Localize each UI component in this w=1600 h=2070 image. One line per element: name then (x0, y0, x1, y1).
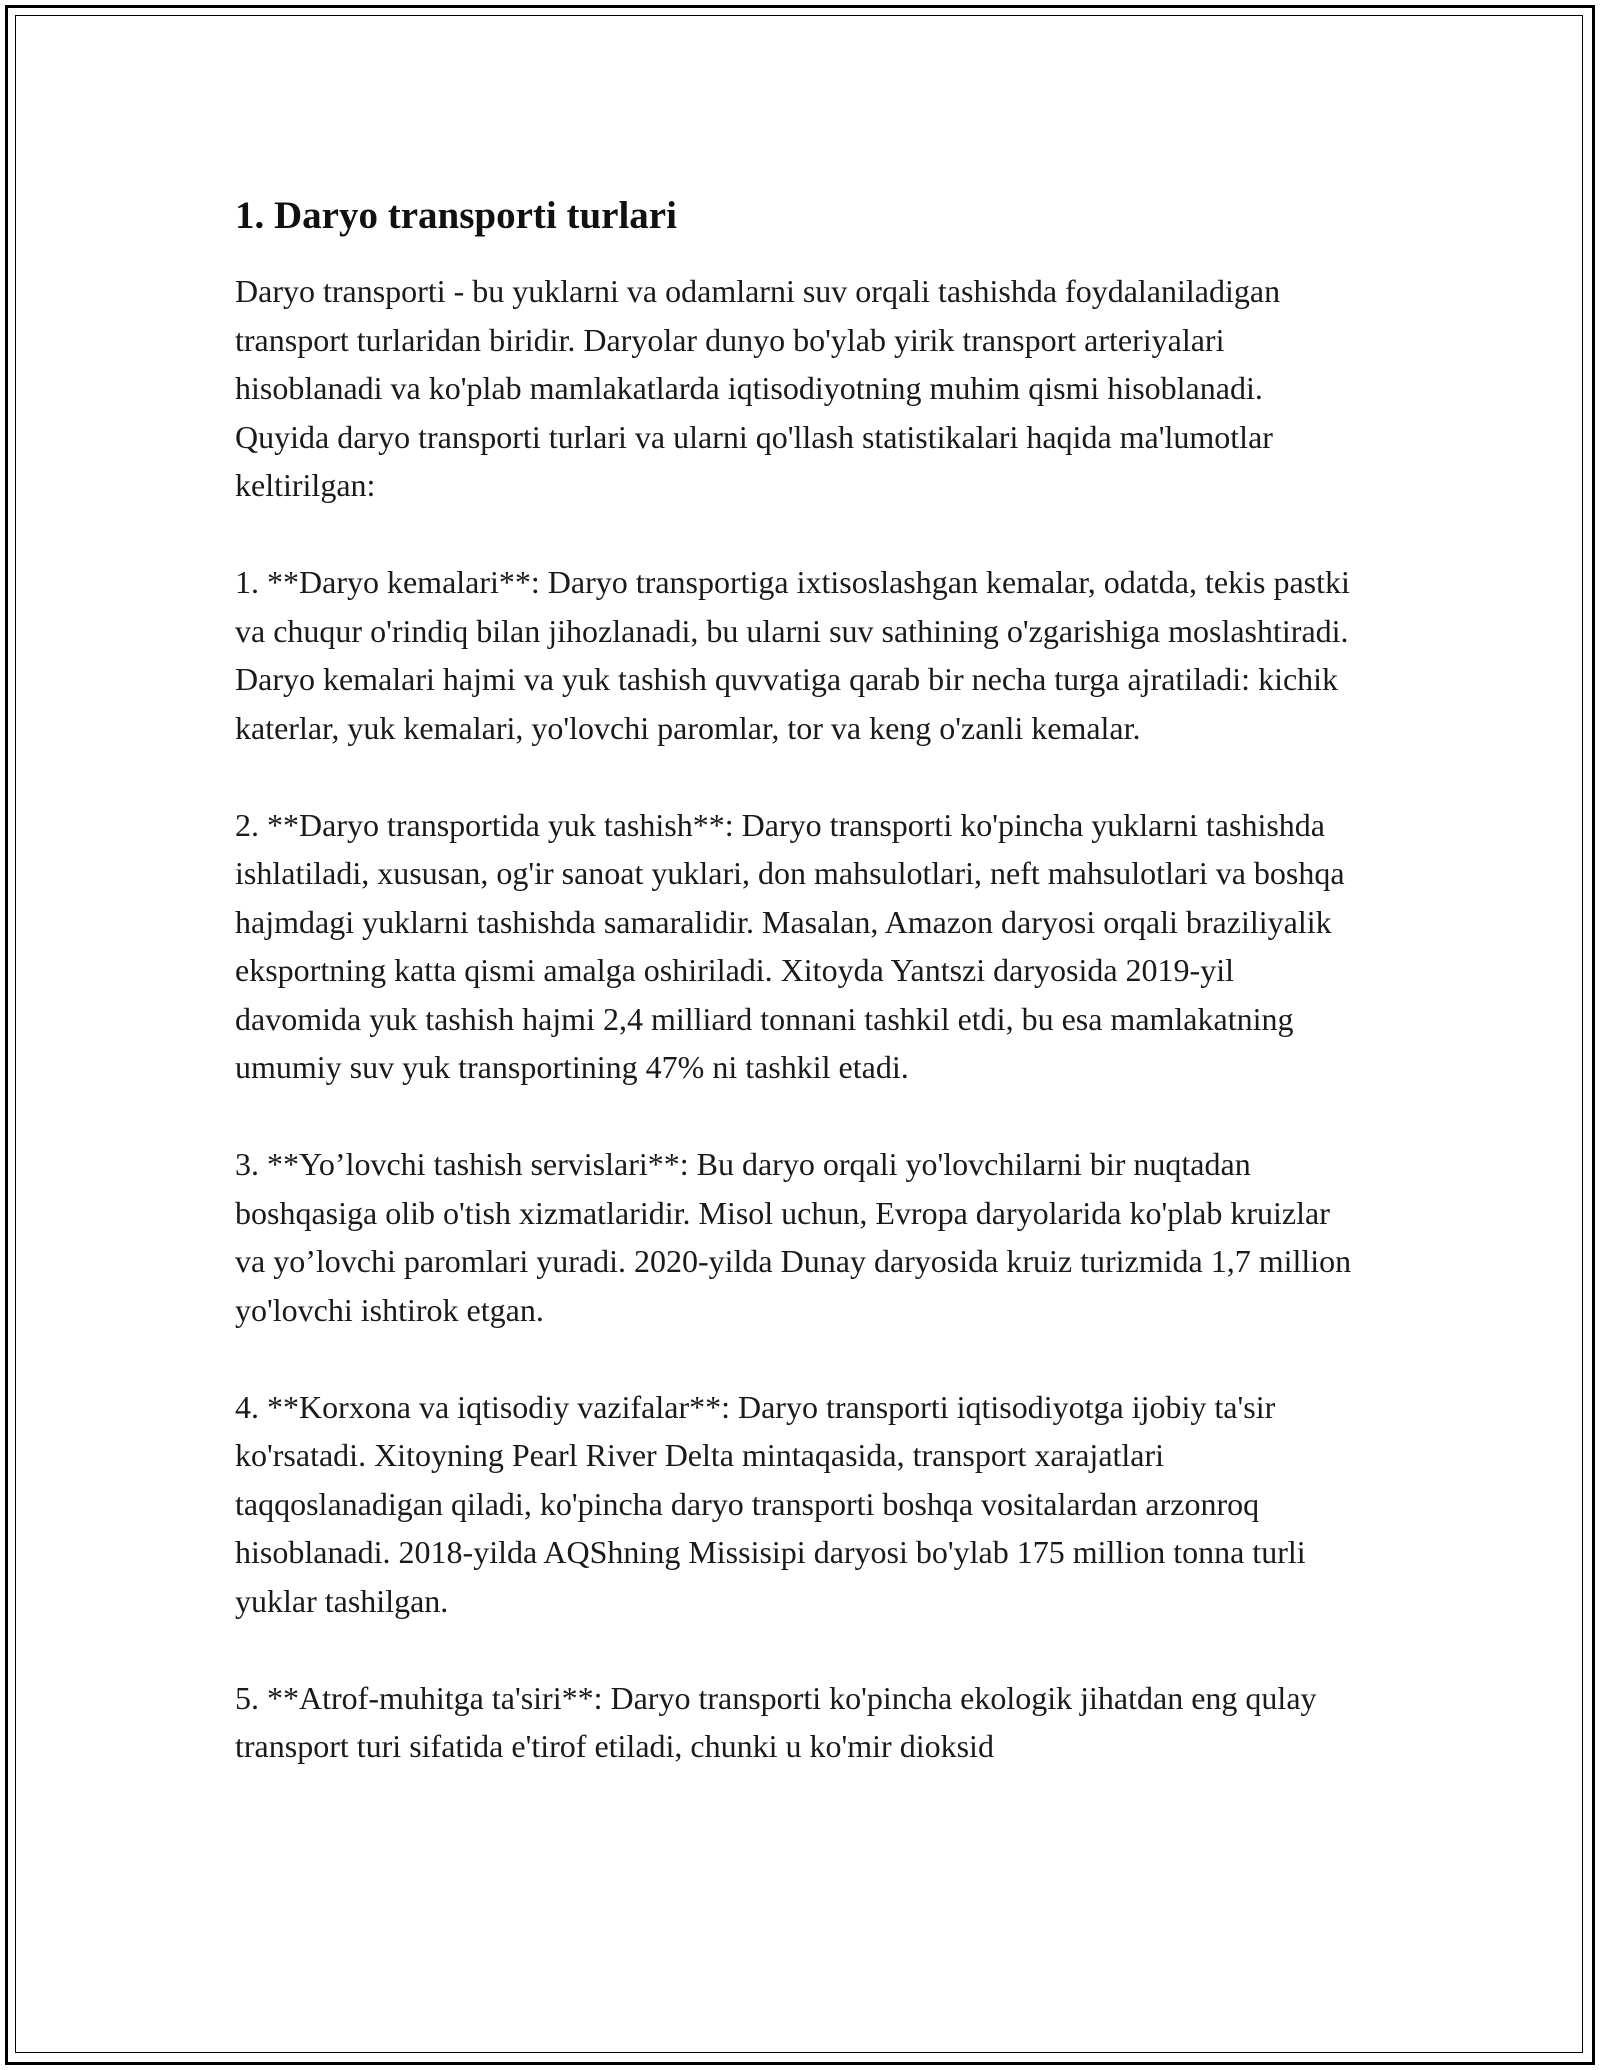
intro-paragraph: Daryo transporti - bu yuklarni va odamlarni suv orqali tashishda foydalaniladigan transport turlaridan biridir. Daryolar dunyo bo'ylab yirik transport arteriyalari hisoblanadi va ko'plab mamlakatlarda iqtisodiyotning muhim qismi hisoblanadi. Quyida daryo transporti turlari va ularni qo'llash statistikalari haqida ma'lumotlar keltirilgan: (235, 273, 1281, 503)
paragraph-environmental-impact: 5. **Atrof-muhitga ta'siri**: Daryo transporti ko'pincha ekologik jihatdan eng qulay transport turi sifatida e'tirof etiladi, chunki u ko'mir dioksid (235, 1679, 1317, 1764)
section-heading: 1. Daryo transporti turlari (235, 194, 677, 237)
paragraph-economic-functions: 4. **Korxona va iqtisodiy vazifalar**: Daryo transporti iqtisodiyotga ijobiy ta'sir ko'rsatadi. Xitoyning Pearl River Delta mintaqasida, transport xarajatlari taqqoslanadigan qiladi, ko'pincha daryo transporti boshqa vositalardan arzonroq hisoblanadi. 2018-yilda AQShning Missisipi daryosi bo'ylab 175 million tonna turli yuklar tashilgan. (235, 1388, 1306, 1619)
paragraph-passenger-services: 3. **Yo’lovchi tashish servislari**: Bu daryo orqali yo'lovchilarni bir nuqtadan boshqasiga olib o'tish xizmatlaridir. Misol uchun, Evropa daryolarida ko'plab kruizlar va yo’lovchi paromlari yuradi. 2020-yilda Dunay daryosida kruiz turizmida 1,7 million yo'lovchi ishtirok etgan. (235, 1146, 1352, 1328)
paragraph-river-vessels: 1. **Daryo kemalari**: Daryo transportiga ixtisoslashgan kemalar, odatda, tekis pastki va chuqur o'rindiq bilan jihozlanadi, bu ularni suv sathining o'zgarishiga moslashtiradi. Daryo kemalari hajmi va yuk tashish quvvatiga qarab bir necha turga ajratiladi: kichik katerlar, yuk kemalari, yo'lovchi paromlar, tor va keng o'zanli kemalar. (235, 564, 1350, 746)
paragraph-cargo-transport: 2. **Daryo transportida yuk tashish**: Daryo transporti ko'pincha yuklarni tashishda ishlatiladi, xususan, og'ir sanoat yuklari, don mahsulotlari, neft mahsulotlari va boshqa hajmdagi yuklarni tashishda samaralidir. Masalan, Amazon daryosi orqali braziliyalik eksportning katta qismi amalga oshiriladi. Xitoyda Yantszi daryosida 2019-yil davomida yuk tashish hajmi 2,4 milliard tonnani tashkil etdi, bu esa mamlakatning umumiy suv yuk transportining 47% ni tashkil etadi. (235, 806, 1345, 1085)
document-body (235, 180, 1365, 1819)
